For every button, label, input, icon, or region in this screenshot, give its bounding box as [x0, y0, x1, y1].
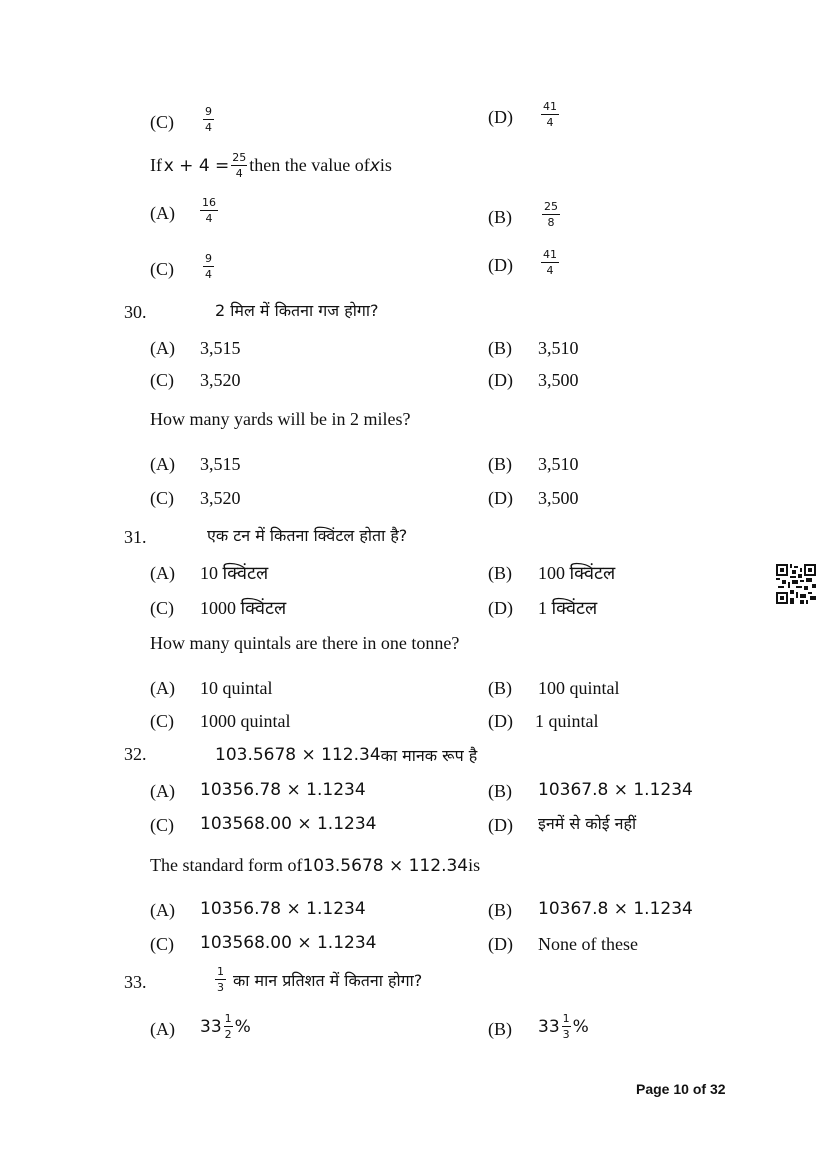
option-value: 10367.8 × 1.1234: [538, 780, 693, 800]
option-value: 100 क्विंटल: [538, 563, 616, 583]
option-label: (D): [488, 934, 513, 954]
option-label: (B): [488, 678, 512, 698]
option-value: 10 क्विंटल: [200, 563, 269, 583]
question-text-english: The standard form of 103.5678 × 112.34 is: [150, 855, 481, 876]
option-value: 1 क्विंटल: [538, 598, 598, 618]
option-value: 3,515: [200, 454, 241, 474]
option-value: 103568.00 × 1.1234: [200, 933, 377, 953]
option-value: 3,510: [538, 454, 579, 474]
option-label: (D): [488, 255, 513, 275]
option-label: (D): [488, 488, 513, 508]
option-label: (C): [150, 711, 174, 731]
question-number: 31.: [124, 527, 147, 547]
option-label: (D): [488, 107, 513, 127]
option-fraction: $\frac{16}{4}$: [202, 196, 216, 225]
option-value: 10356.78 × 1.1234: [200, 899, 366, 919]
question-fraction: $\frac{1}{3}$: [217, 965, 224, 994]
question-text-english: If x + 4 = $\frac{25}{4}$ then the value of x is: [150, 151, 392, 180]
question-number: 33.: [124, 972, 147, 992]
question-text-hindi: एक टन में कितना क्विंटल होता है?: [207, 526, 408, 545]
option-label: (D): [488, 711, 513, 731]
option-label: (C): [150, 488, 174, 508]
option-label: (B): [488, 454, 512, 474]
option-label: (D): [488, 815, 513, 835]
option-value: 3,500: [538, 370, 579, 390]
option-value: 33 1 2 %: [200, 1012, 251, 1041]
option-value: 1000 quintal: [200, 711, 291, 731]
option-label: (A): [150, 1019, 175, 1039]
option-label: (B): [488, 781, 512, 801]
option-value: 3,520: [200, 370, 241, 390]
option-value: 3,500: [538, 488, 579, 508]
option-label: (A): [150, 203, 175, 223]
option-fraction: $\frac{9}{4}$: [205, 105, 212, 134]
option-label: (C): [150, 112, 174, 132]
option-fraction: $\frac{41}{4}$: [543, 100, 557, 129]
option-label: (A): [150, 563, 175, 583]
option-label: (C): [150, 934, 174, 954]
option-label: (B): [488, 207, 512, 227]
option-fraction: $\frac{25}{8}$: [544, 200, 558, 229]
question-number: 32.: [124, 744, 147, 764]
option-value: इनमें से कोई नहीं: [538, 814, 637, 833]
option-label: (C): [150, 259, 174, 279]
option-label: (A): [150, 781, 175, 801]
option-value: 1 quintal: [535, 711, 599, 731]
option-label: (B): [488, 900, 512, 920]
option-label: (C): [150, 370, 174, 390]
option-value: 1000 क्विंटल: [200, 598, 287, 618]
question-text-hindi: का मान प्रतिशत में कितना होगा?: [233, 971, 423, 990]
option-value: 3,510: [538, 338, 579, 358]
option-label: (D): [488, 370, 513, 390]
option-label: (A): [150, 338, 175, 358]
option-value: 10356.78 × 1.1234: [200, 780, 366, 800]
option-label: (A): [150, 454, 175, 474]
option-value: 100 quintal: [538, 678, 620, 698]
question-text-hindi: 103.5678 × 112.34 का मानक रूप है: [215, 745, 478, 765]
option-label: (B): [488, 563, 512, 583]
option-label: (C): [150, 598, 174, 618]
option-value: 3,515: [200, 338, 241, 358]
option-label: (C): [150, 815, 174, 835]
option-label: (A): [150, 678, 175, 698]
option-value: 10 quintal: [200, 678, 273, 698]
qr-code-icon: [776, 564, 816, 604]
question-text-hindi: 2 मिल में कितना गज होगा?: [215, 301, 379, 320]
option-label: (B): [488, 338, 512, 358]
page-number: Page 10 of 32: [636, 1081, 726, 1097]
option-label: (A): [150, 900, 175, 920]
option-value: 103568.00 × 1.1234: [200, 814, 377, 834]
option-value: 33 1 3 %: [538, 1012, 589, 1041]
option-fraction: $\frac{9}{4}$: [205, 252, 212, 281]
option-value: 3,520: [200, 488, 241, 508]
question-number: 30.: [124, 302, 147, 322]
question-text-english: How many quintals are there in one tonne?: [150, 633, 460, 653]
option-value: 10367.8 × 1.1234: [538, 899, 693, 919]
question-text-english: How many yards will be in 2 miles?: [150, 409, 411, 429]
option-value: None of these: [538, 934, 638, 954]
option-label: (B): [488, 1019, 512, 1039]
option-fraction: $\frac{41}{4}$: [543, 248, 557, 277]
option-label: (D): [488, 598, 513, 618]
